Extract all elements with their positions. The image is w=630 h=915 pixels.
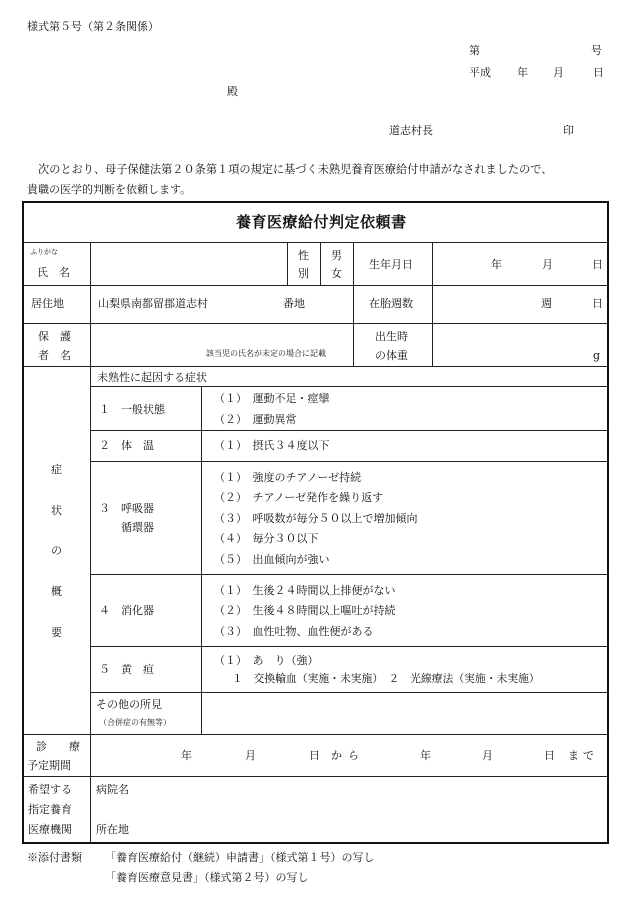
address-label: 居住地 — [31, 297, 64, 310]
section-jaundice-item-1: （１） あ り（強） — [214, 654, 319, 667]
period-until: まで — [568, 749, 598, 762]
name-label: 氏 名 — [37, 266, 70, 279]
guardian-note: 該当児の氏名が未定の場合に記載 — [206, 349, 326, 358]
period-end-month: 月 — [482, 749, 493, 762]
guardian-label-1: 保 護 — [38, 330, 71, 343]
period-label-2: 予定期間 — [27, 759, 71, 772]
section-general-item-1: （１） 運動不足・痙攣 — [214, 392, 330, 405]
symptoms-char-2: 状 — [51, 504, 62, 517]
section-general-label: １ 一般状態 — [99, 403, 165, 416]
period-start-month: 月 — [245, 749, 256, 762]
institution-label-2: 指定養育 — [28, 803, 72, 816]
birthweight-label-1: 出生時 — [375, 330, 408, 343]
section-respiratory-label-1: ３ 呼吸器 — [99, 502, 154, 515]
mayor-label: 道志村長 — [389, 124, 433, 137]
form-number: 様式第５号（第２条関係） — [27, 20, 159, 33]
section-digestive-item-1: （１） 生後２４時間以上排便がない — [214, 584, 396, 597]
section-temperature-label: ２ 体 温 — [99, 439, 154, 452]
attachment-item-1: 「養育医療給付（継続）申請書」（様式第１号）の写し — [105, 851, 375, 864]
birthweight-unit: g — [593, 349, 601, 362]
sex-male: 男 — [331, 249, 342, 262]
birthweight-label-2: の体重 — [375, 349, 408, 362]
section-general-item-2: （２） 運動異常 — [214, 413, 297, 426]
section-respiratory-item-5: （５） 出血傾向が強い — [214, 553, 330, 566]
attachments-label: ※添付書類 — [27, 851, 82, 864]
form-title: 養育医療給付判定依頼書 — [236, 213, 407, 231]
section-digestive-item-3: （３） 血性吐物、血性便がある — [214, 625, 374, 638]
period-end-day: 日 — [544, 749, 555, 762]
period-from: から — [331, 749, 365, 762]
birth-day: 日 — [592, 258, 603, 271]
immaturity-header: 未熟性に起因する症状 — [97, 371, 207, 384]
section-respiratory-item-1: （１） 強度のチアノーゼ持続 — [214, 471, 362, 484]
section-respiratory-item-3: （３） 呼吸数が毎分５０以上で増加傾向 — [214, 512, 418, 525]
intro-line-1: 次のとおり、母子保健法第２０条第１項の規定に基づく未熟児養育医療給付申請がなされましたので、 — [38, 163, 553, 176]
other-findings-label: その他の所見 — [96, 698, 162, 711]
seal-mark: 印 — [563, 124, 574, 137]
other-findings-note: （合併症の有無等） — [99, 718, 171, 727]
section-temperature-item-1: （１） 摂氏３４度以下 — [214, 439, 330, 452]
sex-label-1: 性 — [298, 249, 309, 262]
section-digestive-item-2: （２） 生後４８時間以上嘔吐が持続 — [214, 604, 396, 617]
period-end-year: 年 — [420, 749, 431, 762]
gestation-weeks: 週 — [541, 297, 552, 310]
location-label: 所在地 — [96, 823, 129, 836]
section-jaundice-item-2: １ 交換輸血（実施・未実施） ２ 光線療法（実施・未実施） — [232, 672, 540, 685]
period-label-1: 診 療 — [36, 740, 80, 753]
hospital-name-label: 病院名 — [96, 783, 129, 796]
furigana-label: ふりがな — [30, 248, 58, 256]
attachment-item-2: 「養育医療意見書」（様式第２号）の写し — [105, 871, 309, 884]
gestation-days: 日 — [592, 297, 603, 310]
birthdate-label: 生年月日 — [369, 258, 413, 271]
date-year: 年 — [517, 66, 528, 79]
period-start-year: 年 — [181, 749, 192, 762]
sex-label-2: 別 — [298, 267, 309, 280]
section-jaundice-label: ５ 黄 疸 — [99, 663, 154, 676]
date-month: 月 — [553, 66, 564, 79]
institution-label-1: 希望する — [28, 783, 72, 796]
symptoms-char-1: 症 — [51, 463, 62, 476]
birth-month: 月 — [542, 258, 553, 271]
doc-number-suffix: 号 — [591, 44, 602, 57]
doc-number-label: 第 — [469, 44, 480, 57]
address-value: 山梨県南都留郡道志村 — [98, 297, 208, 310]
section-respiratory-item-2: （２） チアノーゼ発作を繰り返す — [214, 491, 384, 504]
symptoms-char-4: 概 — [51, 585, 62, 598]
section-respiratory-item-4: （４） 毎分３０以下 — [214, 532, 319, 545]
section-digestive-label: ４ 消化器 — [99, 604, 154, 617]
period-start-day: 日 — [309, 749, 320, 762]
addressee-honorific: 殿 — [227, 85, 238, 98]
symptoms-char-3: の — [51, 544, 62, 557]
institution-label-3: 医療機関 — [28, 823, 72, 836]
guardian-label-2: 者 名 — [38, 349, 71, 362]
birth-year: 年 — [491, 258, 502, 271]
address-banchi: 番地 — [283, 297, 305, 310]
sex-female: 女 — [331, 267, 342, 280]
date-era: 平成 — [469, 66, 491, 79]
date-day: 日 — [593, 66, 604, 79]
section-respiratory-label-2: 循環器 — [121, 521, 154, 534]
gestation-label: 在胎週数 — [369, 297, 413, 310]
intro-line-2: 貴職の医学的判断を依頼します。 — [27, 183, 192, 196]
symptoms-char-5: 要 — [51, 626, 62, 639]
